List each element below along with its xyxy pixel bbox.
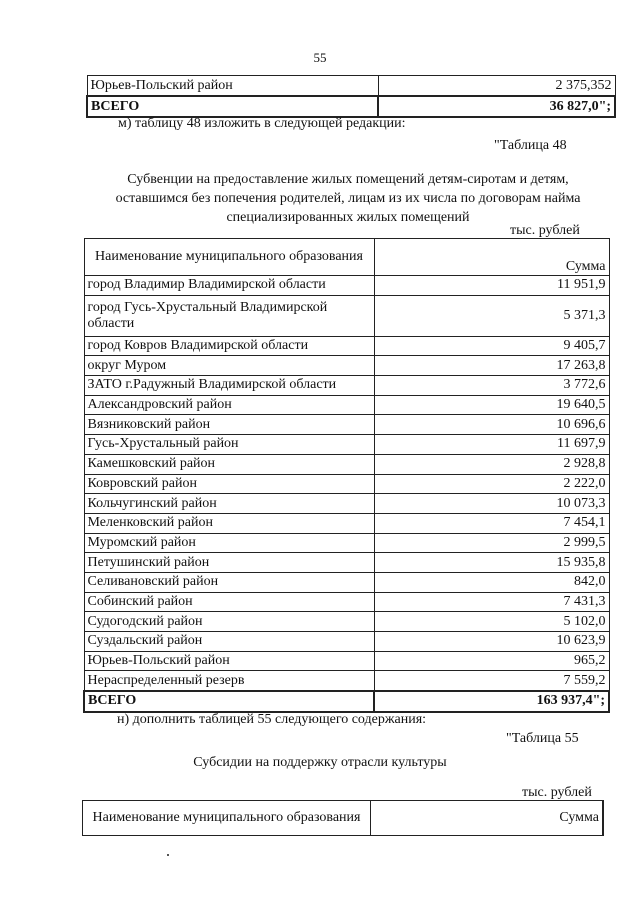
region-amount: 2 375,352	[378, 76, 615, 97]
table-row	[84, 395, 609, 415]
table-row	[84, 632, 609, 652]
table-row	[84, 671, 609, 691]
region-name: город Гусь-Хрустальный Владимирской области	[84, 295, 374, 336]
region-name: город Владимир Владимирской области	[84, 276, 374, 296]
table-row	[84, 454, 609, 474]
column-header-name: Наименование муниципального образования	[83, 801, 371, 836]
table-row	[84, 651, 609, 671]
table-row	[84, 295, 609, 336]
table-row	[84, 276, 609, 296]
table-row	[87, 76, 615, 97]
table-row	[84, 572, 609, 592]
region-amount: 2 222,0	[374, 474, 609, 494]
region-name: Кольчугинский район	[84, 494, 374, 514]
region-amount: 3 772,6	[374, 376, 609, 396]
table-row	[84, 376, 609, 396]
total-row	[87, 96, 615, 117]
table-48	[83, 238, 610, 713]
region-amount: 5 371,3	[374, 295, 609, 336]
region-name: Собинский район	[84, 592, 374, 612]
region-name: Петушинский район	[84, 553, 374, 573]
title-line: специализированных жилых помещений	[226, 210, 470, 225]
region-amount: 11 951,9	[374, 276, 609, 296]
scan-speck	[167, 854, 169, 856]
table-row	[84, 435, 609, 455]
region-name: Александровский район	[84, 395, 374, 415]
header-row	[83, 801, 604, 836]
region-name: Нераспределенный резерв	[84, 671, 374, 691]
table-row	[84, 494, 609, 514]
table-row	[84, 474, 609, 494]
item-n-text: н) дополнить таблицей 55 следующего содержания:	[117, 712, 427, 727]
region-name: Вязниковский район	[84, 415, 374, 435]
column-header-name: Наименование муниципального образования	[84, 239, 374, 276]
total-amount: 163 937,4";	[374, 691, 609, 712]
region-amount: 7 431,3	[374, 592, 609, 612]
region-name: Судогодский район	[84, 612, 374, 632]
region-name: Камешковский район	[84, 454, 374, 474]
region-amount: 2 928,8	[374, 454, 609, 474]
region-name: ЗАТО г.Радужный Владимирской области	[84, 376, 374, 396]
total-row	[84, 691, 609, 712]
table-row	[84, 533, 609, 553]
region-name: Юрьев-Польский район	[87, 76, 378, 97]
region-name: Селивановский район	[84, 572, 374, 592]
table-row	[84, 592, 609, 612]
table48-label: "Таблица 48	[494, 138, 567, 153]
region-amount: 2 999,5	[374, 533, 609, 553]
table-row	[84, 513, 609, 533]
region-amount: 10 073,3	[374, 494, 609, 514]
total-amount: 36 827,0";	[378, 96, 615, 117]
region-name: Суздальский район	[84, 632, 374, 652]
region-name: Гусь-Хрустальный район	[84, 435, 374, 455]
title-line: Субвенции на предоставление жилых помещений детям-сиротам и детям,	[127, 172, 569, 187]
column-header-sum: Сумма	[371, 801, 604, 836]
region-amount: 7 559,2	[374, 671, 609, 691]
item-m-text: м) таблицу 48 изложить в следующей редакции:	[118, 116, 406, 131]
region-name: округ Муром	[84, 356, 374, 376]
table-row	[84, 553, 609, 573]
table-row	[84, 612, 609, 632]
region-name: Ковровский район	[84, 474, 374, 494]
region-name: Меленковский район	[84, 513, 374, 533]
table55-label: "Таблица 55	[506, 731, 579, 746]
total-label: ВСЕГО	[87, 96, 378, 117]
region-amount: 10 696,6	[374, 415, 609, 435]
region-amount: 5 102,0	[374, 612, 609, 632]
region-amount: 7 454,1	[374, 513, 609, 533]
region-amount: 965,2	[374, 651, 609, 671]
region-amount: 19 640,5	[374, 395, 609, 415]
units-label-2: тыс. рублей	[522, 785, 592, 800]
units-label: тыс. рублей	[510, 223, 580, 238]
region-name: город Ковров Владимирской области	[84, 336, 374, 356]
top-table	[86, 75, 616, 118]
region-amount: 9 405,7	[374, 336, 609, 356]
table-row	[84, 415, 609, 435]
table-55	[82, 800, 604, 836]
header-row	[84, 239, 609, 276]
region-name: Юрьев-Польский район	[84, 651, 374, 671]
table48-title	[86, 170, 610, 227]
page-number: 55	[313, 50, 327, 65]
region-amount: 11 697,9	[374, 435, 609, 455]
table-row	[84, 336, 609, 356]
region-amount: 10 623,9	[374, 632, 609, 652]
region-amount: 15 935,8	[374, 553, 609, 573]
title-line: оставшимся без попечения родителей, лицам из их числа по договорам найма	[115, 191, 581, 206]
table55-title: Субсидии на поддержку отрасли культуры	[193, 755, 447, 770]
region-name: Муромский район	[84, 533, 374, 553]
region-amount: 17 263,8	[374, 356, 609, 376]
table-row	[84, 356, 609, 376]
region-amount: 842,0	[374, 572, 609, 592]
column-header-sum: Сумма	[374, 239, 609, 276]
total-label: ВСЕГО	[84, 691, 374, 712]
